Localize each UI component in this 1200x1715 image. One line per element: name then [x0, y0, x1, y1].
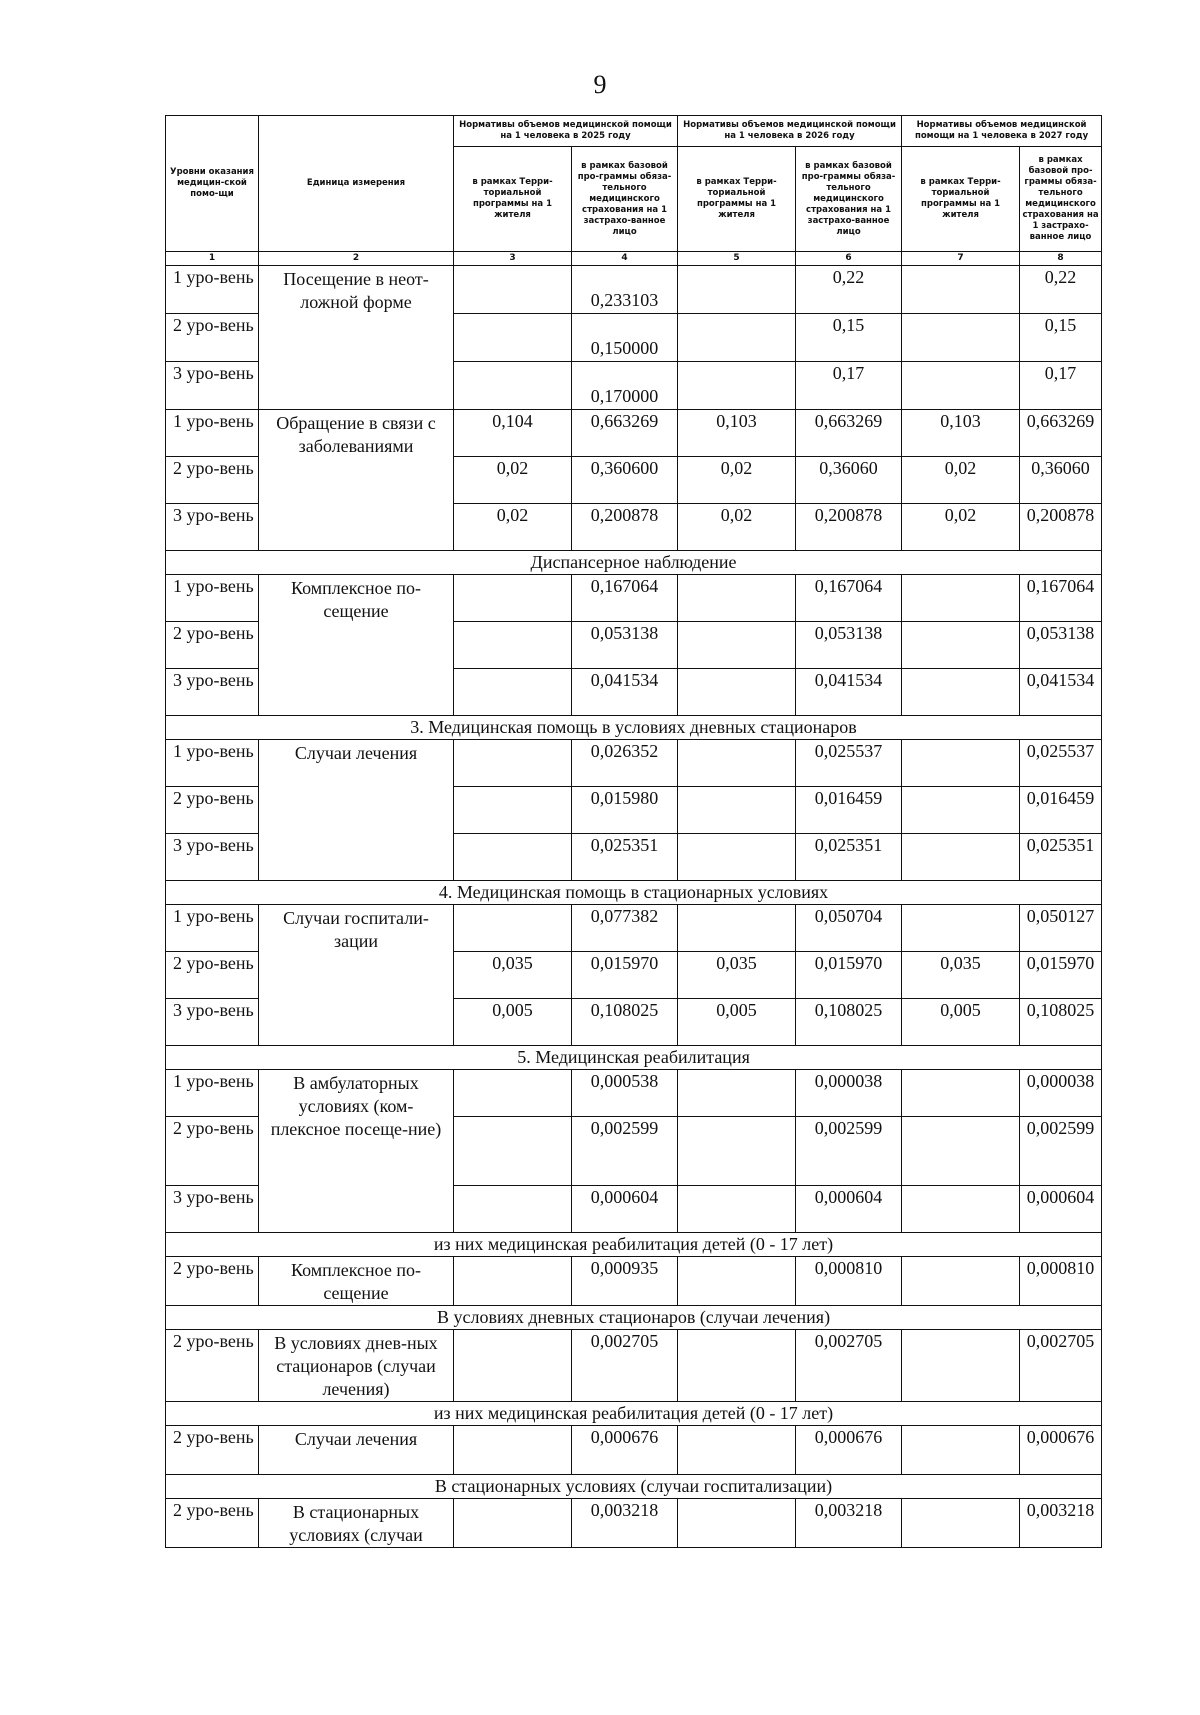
- table-row: [166, 1426, 1102, 1475]
- header-basic-2025: в рамках базовой про-граммы обяза-тельного медицинского страхования на 1 застрахо-ванное лицо: [572, 147, 678, 252]
- level-cell: 2 уро-вень: [166, 787, 259, 834]
- level-cell: 3 уро-вень: [166, 999, 259, 1046]
- value-cell: 0,015970: [1020, 952, 1102, 999]
- value-cell: [454, 1117, 572, 1186]
- level-cell: 3 уро-вень: [166, 362, 259, 410]
- value-cell: [678, 1426, 796, 1475]
- value-cell: 0,000676: [572, 1426, 678, 1475]
- unit-cell: Посещение в неот-ложной форме: [259, 266, 454, 410]
- unit-cell: Комплексное по-сещение: [259, 575, 454, 716]
- value-cell: 0,170000: [572, 362, 678, 410]
- value-cell: 0,167064: [1020, 575, 1102, 622]
- value-cell: 0,000604: [796, 1186, 902, 1233]
- value-cell: [454, 314, 572, 362]
- value-cell: [678, 740, 796, 787]
- value-cell: 0,041534: [572, 669, 678, 716]
- value-cell: 0,22: [796, 266, 902, 314]
- value-cell: 0,053138: [1020, 622, 1102, 669]
- value-cell: 0,02: [454, 504, 572, 551]
- value-cell: [902, 740, 1020, 787]
- value-cell: 0,108025: [1020, 999, 1102, 1046]
- unit-cell: Случаи лечения: [259, 1426, 454, 1475]
- value-cell: [902, 266, 1020, 314]
- value-cell: 0,002705: [1020, 1330, 1102, 1402]
- value-cell: [902, 1330, 1020, 1402]
- value-cell: 0,025537: [1020, 740, 1102, 787]
- value-cell: [902, 1186, 1020, 1233]
- value-cell: [454, 575, 572, 622]
- section-heading: Диспансерное наблюдение: [166, 551, 1102, 575]
- header-territorial-2025: в рамках Терри-ториальной программы на 1 жителя: [454, 147, 572, 252]
- header-norms-2027: Нормативы объемов медицинской помощи на 1 человека в 2027 году: [902, 116, 1102, 147]
- col-num: 1: [166, 252, 259, 266]
- table-row: [166, 410, 1102, 457]
- value-cell: 0,041534: [1020, 669, 1102, 716]
- value-cell: [454, 622, 572, 669]
- page-number: 9: [593, 70, 607, 99]
- value-cell: [454, 787, 572, 834]
- value-cell: 0,002599: [572, 1117, 678, 1186]
- value-cell: 0,200878: [1020, 504, 1102, 551]
- level-cell: 2 уро-вень: [166, 1257, 259, 1306]
- value-cell: [902, 669, 1020, 716]
- value-cell: 0,035: [454, 952, 572, 999]
- value-cell: [454, 905, 572, 952]
- value-cell: 0,000038: [796, 1070, 902, 1117]
- header-norms-2026: Нормативы объемов медицинской помощи на 1 человека в 2026 году: [678, 116, 902, 147]
- value-cell: 0,077382: [572, 905, 678, 952]
- value-cell: 0,000810: [796, 1257, 902, 1306]
- level-cell: 2 уро-вень: [166, 622, 259, 669]
- level-cell: 2 уро-вень: [166, 952, 259, 999]
- level-cell: 3 уро-вень: [166, 1186, 259, 1233]
- value-cell: [454, 669, 572, 716]
- value-cell: 0,003218: [1020, 1499, 1102, 1548]
- col-num: 3: [454, 252, 572, 266]
- value-cell: [902, 1257, 1020, 1306]
- col-num: 6: [796, 252, 902, 266]
- value-cell: 0,17: [1020, 362, 1102, 410]
- column-number-row: [166, 252, 1102, 266]
- value-cell: [902, 362, 1020, 410]
- unit-cell: Обращение в связи с заболеваниями: [259, 410, 454, 551]
- header-territorial-2026: в рамках Терри-ториальной программы на 1 жителя: [678, 147, 796, 252]
- value-cell: 0,22: [1020, 266, 1102, 314]
- value-cell: 0,15: [1020, 314, 1102, 362]
- level-cell: 3 уро-вень: [166, 669, 259, 716]
- value-cell: [678, 834, 796, 881]
- value-cell: [454, 834, 572, 881]
- col-num: 5: [678, 252, 796, 266]
- value-cell: 0,663269: [1020, 410, 1102, 457]
- value-cell: 0,103: [902, 410, 1020, 457]
- value-cell: 0,000604: [1020, 1186, 1102, 1233]
- section-heading: 5. Медицинская реабилитация: [166, 1046, 1102, 1070]
- value-cell: 0,026352: [572, 740, 678, 787]
- table-row: [166, 905, 1102, 952]
- value-cell: 0,005: [902, 999, 1020, 1046]
- value-cell: 0,000935: [572, 1257, 678, 1306]
- level-cell: 1 уро-вень: [166, 266, 259, 314]
- value-cell: [454, 1499, 572, 1548]
- value-cell: [902, 575, 1020, 622]
- header-unit: Единица измерения: [259, 116, 454, 252]
- header-basic-2027: в рамках базовой про-граммы обяза-тельного медицинского страхования на 1 застрахо-ванное лицо: [1020, 147, 1102, 252]
- table-row: [166, 1330, 1102, 1402]
- table-row: [166, 740, 1102, 787]
- value-cell: 0,663269: [796, 410, 902, 457]
- value-cell: [678, 314, 796, 362]
- value-cell: 0,035: [902, 952, 1020, 999]
- table-row: [166, 1257, 1102, 1306]
- level-cell: 2 уро-вень: [166, 1499, 259, 1548]
- value-cell: [454, 362, 572, 410]
- value-cell: 0,02: [902, 457, 1020, 504]
- value-cell: 0,000676: [796, 1426, 902, 1475]
- value-cell: [678, 1186, 796, 1233]
- unit-cell: В амбулаторных условиях (ком-плексное посеще-ние): [259, 1070, 454, 1233]
- value-cell: 0,150000: [572, 314, 678, 362]
- value-cell: 0,002705: [796, 1330, 902, 1402]
- value-cell: 0,02: [454, 457, 572, 504]
- value-cell: 0,003218: [572, 1499, 678, 1548]
- unit-cell: В условиях днев-ных стационаров (случаи лечения): [259, 1330, 454, 1402]
- level-cell: 1 уро-вень: [166, 905, 259, 952]
- value-cell: 0,17: [796, 362, 902, 410]
- value-cell: 0,003218: [796, 1499, 902, 1548]
- value-cell: 0,002599: [1020, 1117, 1102, 1186]
- value-cell: 0,02: [902, 504, 1020, 551]
- value-cell: [454, 266, 572, 314]
- value-cell: [678, 622, 796, 669]
- value-cell: [678, 362, 796, 410]
- value-cell: 0,360600: [572, 457, 678, 504]
- level-cell: 2 уро-вень: [166, 1426, 259, 1475]
- level-cell: 2 уро-вень: [166, 1330, 259, 1402]
- value-cell: 0,000810: [1020, 1257, 1102, 1306]
- value-cell: 0,025351: [1020, 834, 1102, 881]
- value-cell: 0,050127: [1020, 905, 1102, 952]
- value-cell: [678, 1330, 796, 1402]
- header-basic-2026: в рамках базовой про-граммы обяза-тельного медицинского страхования на 1 застрахо-ванное лицо: [796, 147, 902, 252]
- value-cell: 0,035: [678, 952, 796, 999]
- medical-care-norms-table: [165, 115, 1102, 1548]
- value-cell: [902, 1426, 1020, 1475]
- col-num: 4: [572, 252, 678, 266]
- value-cell: [454, 1330, 572, 1402]
- value-cell: 0,200878: [572, 504, 678, 551]
- value-cell: [678, 669, 796, 716]
- level-cell: 2 уро-вень: [166, 314, 259, 362]
- value-cell: 0,015970: [572, 952, 678, 999]
- header-norms-2025: Нормативы объемов медицинской помощи на 1 человека в 2025 году: [454, 116, 678, 147]
- value-cell: 0,000676: [1020, 1426, 1102, 1475]
- value-cell: [902, 1070, 1020, 1117]
- value-cell: [678, 1117, 796, 1186]
- value-cell: 0,36060: [1020, 457, 1102, 504]
- value-cell: 0,002705: [572, 1330, 678, 1402]
- value-cell: 0,025351: [796, 834, 902, 881]
- col-num: 2: [259, 252, 454, 266]
- value-cell: [678, 1257, 796, 1306]
- value-cell: [454, 1070, 572, 1117]
- table-row: [166, 1499, 1102, 1548]
- value-cell: 0,000604: [572, 1186, 678, 1233]
- value-cell: [678, 1499, 796, 1548]
- value-cell: 0,025537: [796, 740, 902, 787]
- section-heading: из них медицинская реабилитация детей (0 - 17 лет): [166, 1402, 1102, 1426]
- value-cell: [902, 905, 1020, 952]
- level-cell: 1 уро-вень: [166, 740, 259, 787]
- value-cell: [902, 622, 1020, 669]
- value-cell: 0,108025: [796, 999, 902, 1046]
- level-cell: 3 уро-вень: [166, 504, 259, 551]
- value-cell: [902, 834, 1020, 881]
- table-row: [166, 266, 1102, 314]
- unit-cell: Комплексное по-сещение: [259, 1257, 454, 1306]
- unit-cell: Случаи лечения: [259, 740, 454, 881]
- value-cell: 0,053138: [796, 622, 902, 669]
- value-cell: [678, 575, 796, 622]
- table-row: [166, 1070, 1102, 1117]
- level-cell: 3 уро-вень: [166, 834, 259, 881]
- header-levels: Уровни оказания медицин-ской помо-щи: [166, 116, 259, 252]
- col-num: 7: [902, 252, 1020, 266]
- value-cell: [678, 266, 796, 314]
- unit-cell: В стационарных условиях (случаи: [259, 1499, 454, 1548]
- value-cell: [902, 1499, 1020, 1548]
- value-cell: 0,167064: [572, 575, 678, 622]
- level-cell: 2 уро-вень: [166, 457, 259, 504]
- value-cell: 0,104: [454, 410, 572, 457]
- section-heading: В условиях дневных стационаров (случаи лечения): [166, 1306, 1102, 1330]
- level-cell: 2 уро-вень: [166, 1117, 259, 1186]
- value-cell: 0,167064: [796, 575, 902, 622]
- level-cell: 1 уро-вень: [166, 1070, 259, 1117]
- value-cell: 0,36060: [796, 457, 902, 504]
- value-cell: 0,108025: [572, 999, 678, 1046]
- value-cell: 0,050704: [796, 905, 902, 952]
- value-cell: 0,663269: [572, 410, 678, 457]
- value-cell: [678, 1070, 796, 1117]
- section-heading: 4. Медицинская помощь в стационарных условиях: [166, 881, 1102, 905]
- header-territorial-2027: в рамках Терри-ториальной программы на 1 жителя: [902, 147, 1020, 252]
- value-cell: 0,015970: [796, 952, 902, 999]
- section-heading: из них медицинская реабилитация детей (0 - 17 лет): [166, 1233, 1102, 1257]
- value-cell: 0,053138: [572, 622, 678, 669]
- value-cell: 0,005: [678, 999, 796, 1046]
- value-cell: [678, 787, 796, 834]
- value-cell: 0,015980: [572, 787, 678, 834]
- value-cell: [902, 787, 1020, 834]
- value-cell: [454, 1186, 572, 1233]
- value-cell: 0,002599: [796, 1117, 902, 1186]
- value-cell: 0,103: [678, 410, 796, 457]
- value-cell: 0,016459: [796, 787, 902, 834]
- value-cell: [902, 1117, 1020, 1186]
- value-cell: 0,041534: [796, 669, 902, 716]
- level-cell: 1 уро-вень: [166, 575, 259, 622]
- value-cell: 0,000038: [1020, 1070, 1102, 1117]
- level-cell: 1 уро-вень: [166, 410, 259, 457]
- value-cell: 0,016459: [1020, 787, 1102, 834]
- value-cell: [678, 905, 796, 952]
- table-row: [166, 575, 1102, 622]
- value-cell: 0,200878: [796, 504, 902, 551]
- value-cell: [454, 1426, 572, 1475]
- section-heading: 3. Медицинская помощь в условиях дневных стационаров: [166, 716, 1102, 740]
- value-cell: [902, 314, 1020, 362]
- value-cell: 0,005: [454, 999, 572, 1046]
- unit-cell: Случаи госпитали-зации: [259, 905, 454, 1046]
- value-cell: [454, 1257, 572, 1306]
- section-heading: В стационарных условиях (случаи госпитализации): [166, 1475, 1102, 1499]
- value-cell: [454, 740, 572, 787]
- value-cell: 0,000538: [572, 1070, 678, 1117]
- col-num: 8: [1020, 252, 1102, 266]
- value-cell: 0,025351: [572, 834, 678, 881]
- value-cell: 0,02: [678, 457, 796, 504]
- value-cell: 0,15: [796, 314, 902, 362]
- value-cell: 0,233103: [572, 266, 678, 314]
- value-cell: 0,02: [678, 504, 796, 551]
